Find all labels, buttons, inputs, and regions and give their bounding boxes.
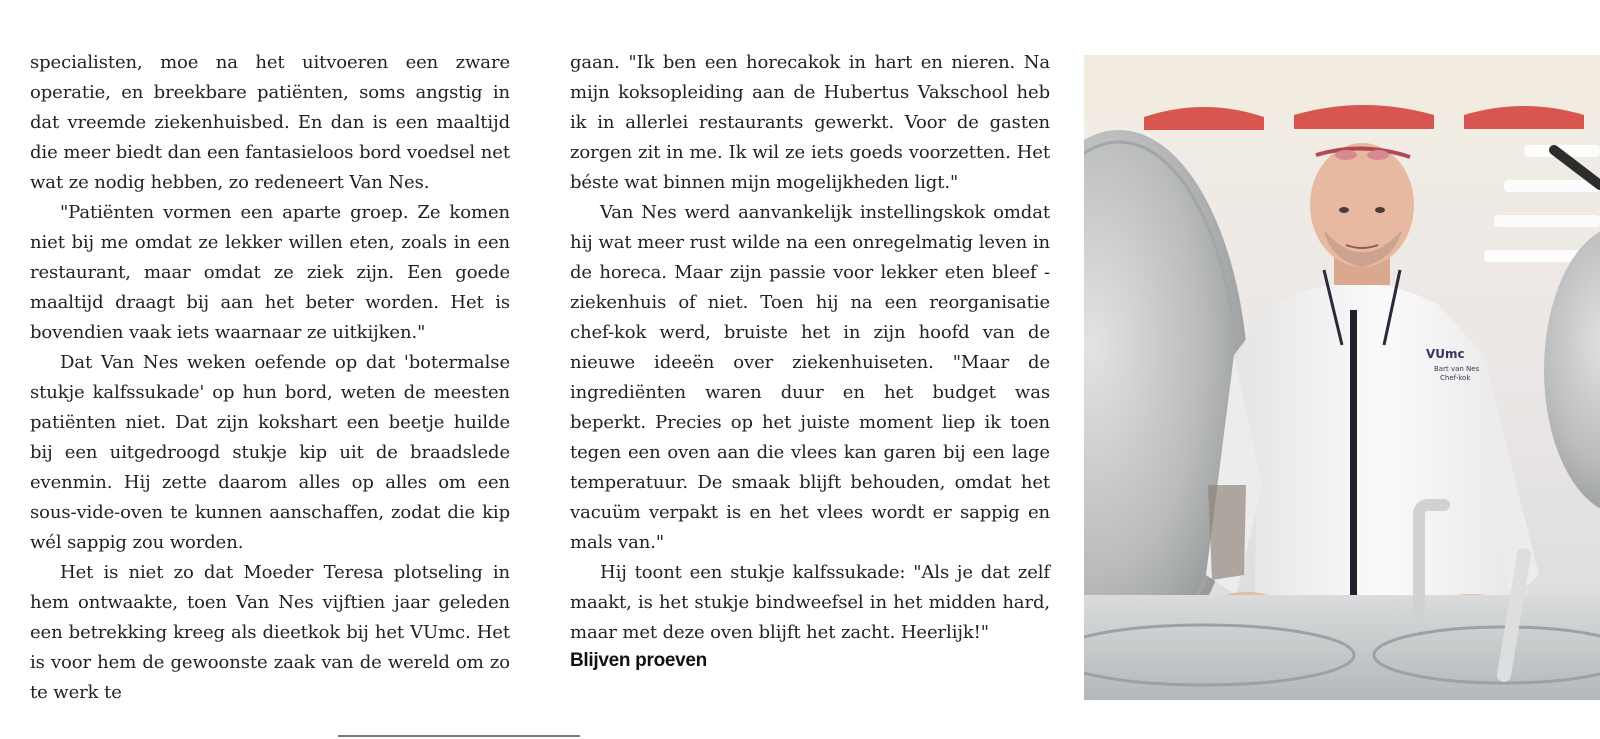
- paragraph: Van Nes werd aanvankelijk instellingskok omdat hij wat meer rust wilde na een onregelmatig leven in de horeca. Maar zijn passie voor lekker eten bleef - ziekenhuis of niet. Toen hij na een reorganisatie chef-kok werd, bruiste het in zijn hoofd van de nieuwe ideeën over ziekenhuiseten. "Maar de ingrediënten waren duur en het budget was beperkt. Precies op het juiste moment liep ik toen tegen een oven aan die vlees kan garen bij een lage temperatuur. De smaak blijft behouden, omdat het vacuüm verpakt is en het vlees wordt er sappig en mals van.": [570, 202, 1050, 553]
- paragraph: "Patiënten vormen een aparte groep. Ze komen niet bij me omdat ze lekker willen eten, zoals in een restaurant, maar omdat ze ziek zijn. Een goede maaltijd draagt bij aan het beter worden. Het is bovendien vaak iets waarnaar ze uitkijken.": [30, 202, 510, 343]
- footnote-rule: [338, 735, 580, 737]
- paragraph: Dat Van Nes weken oefende op dat 'botermalse stukje kalfssukade' op hun bord, weten de meesten patiënten niet. Dat zijn kokshart een beetje huilde bij een uitgedroogd stukje kip uit de braadslede evenmin. Hij zette daarom alles op alles om een sous-vide-oven te kunnen aanschaffen, zodat die kip wél sappig zou worden.: [30, 352, 510, 553]
- paragraph: Het is niet zo dat Moeder Teresa plotseling in hem ontwaakte, toen Van Nes vijftien jaar geleden een betrekking kreeg als dieetkok bij het VUmc. Het is voor hem de gewoonste zaak van de wereld om zo te werk te: [30, 562, 510, 703]
- svg-text:Bart van Nes: Bart van Nes: [1434, 365, 1480, 373]
- section-subheading: Blijven proeven: [570, 650, 707, 671]
- ceiling-lamps: [1144, 105, 1584, 130]
- paragraph: specialisten, moe na het uitvoeren een zware operatie, en breekbare patiënten, soms angstig in dat vreemde ziekenhuisbed. En dan is een maaltijd die meer biedt dan een fantasieloos bord voedsel net wat ze nodig hebben, zo redeneert Van Nes.: [30, 52, 510, 193]
- paragraph: Hij toont een stukje kalfssukade: "Als je dat zelf maakt, is het stukje bindweefsel in het midden hard, maar met deze oven blijft het zacht. Heerlijk!": [570, 562, 1050, 643]
- article-column-middle: [570, 48, 1050, 648]
- paragraph: gaan. "Ik ben een horecakok in hart en nieren. Na mijn koksopleiding aan de Hubertus Vakschool heb ik in allerlei restaurants gewerkt. Voor de gasten zorgen zit in me. Ik wil ze iets goeds voorzetten. Het béste wat binnen mijn mogelijkheden ligt.": [570, 52, 1050, 193]
- chef-photo: [1084, 55, 1600, 700]
- chef-photo-illustration: [1084, 55, 1600, 700]
- svg-text:Chef-kok: Chef-kok: [1440, 374, 1471, 382]
- article-column-left: [30, 48, 510, 708]
- svg-text:VUmc: VUmc: [1426, 347, 1465, 361]
